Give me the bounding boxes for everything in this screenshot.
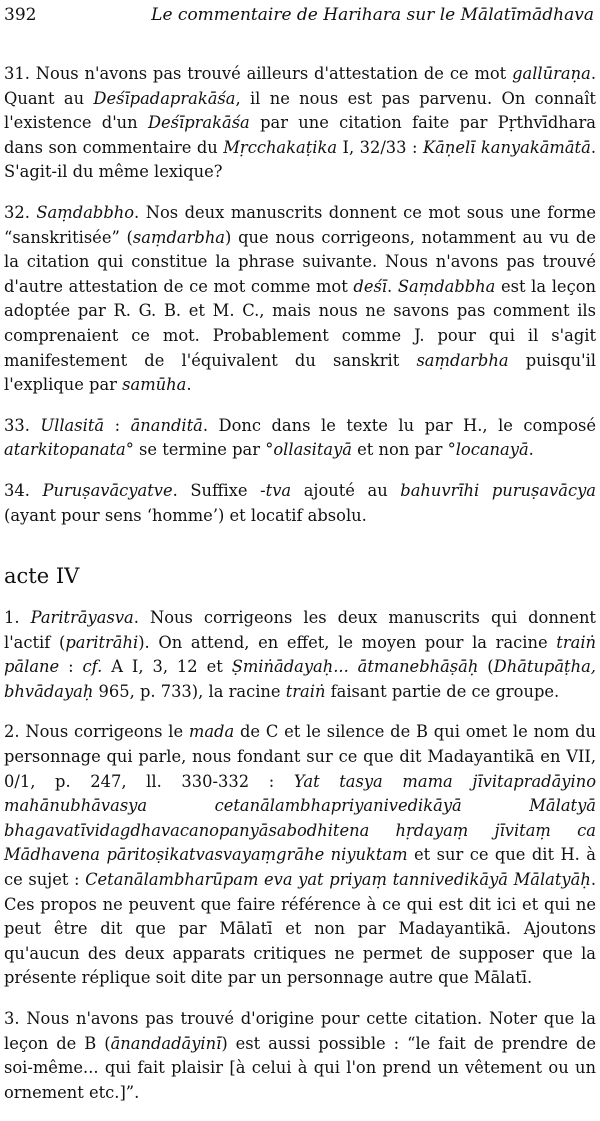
page-number: 392 (4, 5, 37, 25)
running-title: Le commentaire de Harihara sur le Mālatīmādhava (151, 5, 594, 25)
note-number: 3. (4, 1009, 20, 1028)
italic-term: Paritrāyasva (30, 608, 134, 628)
note-text: (ayant pour sens ‘homme’) et locatif absolu. (4, 505, 367, 525)
note-text: . (528, 440, 534, 460)
note-text: puisqu'il l'explique par (4, 350, 596, 395)
note-text: : (59, 657, 83, 677)
note-text: : (104, 415, 131, 435)
note-3 (4, 1007, 596, 1105)
italic-term: samūha (122, 375, 187, 395)
italic-term: ānandadāyinī (110, 1033, 222, 1053)
note-number: 34. (4, 480, 30, 500)
notes-act-iii-end (4, 62, 596, 528)
note-text: est la leçon adoptée par R. G. B. et M. C., mais nous ne savons pas comment ils comprenaient ce mot. Probablement comme J. pour qui il s'agit manifestement de l'équivalent du sanskrit (4, 276, 596, 370)
running-header (0, 4, 600, 26)
note-text (30, 416, 41, 435)
note-text: I, 32/33 : (337, 137, 423, 157)
italic-term: Yat tasya mama jīvitapradāyino mahānubhāvasya cetanālambhapriyanivedikāyā Mālatyā bhagavatīvidagdhavacanopanyāsabodhitena hṛdayaṃ jīvitaṃ ca Mādhavena pāritoṣikatvasvayaṃgrāhe niyuktam (4, 771, 597, 865)
italic-term: saṃdarbha (416, 350, 509, 370)
note-text: et sur ce que dit H. à ce sujet : (4, 845, 596, 890)
note-number: 31. (4, 64, 30, 83)
note-text: . S'agit-il du même lexique? (4, 137, 596, 182)
italic-term: ollasitayā (273, 440, 352, 460)
italic-term: Mṛcchakaṭika (223, 137, 338, 157)
italic-term: traiṅ pālane (4, 632, 597, 677)
note-number: 2. (4, 722, 20, 742)
note-1 (4, 606, 596, 704)
note-text (30, 481, 43, 500)
italic-term: tva (265, 480, 292, 500)
note-number: 1. (4, 608, 20, 628)
note-number: 33. (4, 415, 30, 435)
section-heading-acte-iv: acte IV (4, 564, 80, 589)
italic-term: bahuvrīhi puruṣavācya (400, 480, 596, 500)
note-32 (4, 201, 596, 398)
note-text: ajouté au (291, 480, 401, 500)
note-text (20, 608, 31, 627)
italic-term: locanayā (455, 440, 529, 460)
note-text: ° se termine par ° (125, 440, 274, 460)
note-text: . (387, 276, 398, 296)
italic-term: Deśīprakāśa (147, 113, 250, 133)
note-text: . Quant au (4, 64, 596, 108)
note-number: 32. (4, 202, 30, 222)
note-text: . Ces propos ne peuvent que faire référence à ce qui est dit ici et qui ne peut être dit que par Mālatī et non par Madayantikā. Ajoutons qu'aucun des deux apparats critiques ne permet de supposer que la présente réplique soit dite par un personnage autre que Mālatī. (4, 870, 596, 988)
italic-term: mada (188, 722, 235, 742)
note-text: Nous corrigeons le (19, 722, 189, 742)
note-text: de C et le silence de B qui omet le nom du personnage qui parle, nous fondant sur ce que dit Madayantikā en VII, 0/1, p. 247, ll. 330-332 : (4, 722, 596, 791)
italic-term: Puruṣavācyatve (42, 480, 173, 500)
note-2 (4, 720, 596, 991)
italic-term: ānanditā (130, 415, 203, 435)
italic-term: Deśīpadaprakāśa (93, 88, 236, 108)
note-text: A I, 3, 12 et (102, 657, 232, 677)
note-text: Nous n'avons pas trouvé d'origine pour cette citation. Noter que la leçon de B ( (4, 1009, 596, 1053)
italic-term: cf. (82, 657, 103, 677)
notes-act-iv (4, 606, 596, 1105)
note-text: et non par ° (352, 440, 456, 460)
note-text: , il ne nous est pas parvenu. On connaît l'existence d'un (4, 88, 596, 133)
italic-term: Dhātupāṭha, bhvādayaḥ (4, 657, 596, 701)
note-text: ) est aussi possible : “le fait de prendre de soi-même... qui fait plaisir [à celui à qui l'on prend un vêtement ou un ornement etc.]”. (4, 1033, 596, 1102)
italic-term: Ullasitā (40, 415, 105, 435)
italic-term: atarkitopanata (4, 440, 126, 460)
italic-term: gallūraṇa (512, 64, 591, 83)
italic-term: Cetanālambharūpam eva yat priyaṃ tannivedikāyā Mālatyāḥ (85, 870, 591, 890)
note-text: . Nous corrigeons les deux manuscrits qui donnent l'actif ( (4, 608, 596, 652)
note-text: . Donc dans le texte lu par H., le composé (202, 415, 596, 435)
italic-term: Saṃdabbho (36, 202, 135, 222)
note-text: ) que nous corrigeons, notamment au vu de la citation qui constitue la phrase suivante. Nous n'avons pas trouvé d'autre attestation de ce mot comme mot (4, 227, 596, 296)
note-text: Nous n'avons pas trouvé ailleurs d'attestation de ce mot (29, 64, 513, 83)
italic-term: Ṣmiṅādayaḥ... ātmanebhāṣāḥ (231, 657, 479, 677)
note-text: . Suffixe - (172, 480, 266, 500)
note-text: faisant partie de ce groupe. (325, 681, 560, 701)
italic-term: traiṅ (285, 681, 326, 701)
italic-term: saṃdarbha (132, 227, 226, 247)
note-text: . Nos deux manuscrits donnent ce mot sous une forme “sanskritisée” ( (4, 202, 596, 247)
note-33 (4, 414, 596, 463)
note-text: 965, p. 733), la racine (93, 681, 286, 701)
note-text: ( (478, 657, 494, 677)
commentary-body (4, 62, 596, 1121)
italic-term: paritrāhi (65, 632, 139, 652)
note-text: par une citation faite par Pṛthvīdhara dans son commentaire du (4, 113, 596, 157)
note-34 (4, 479, 596, 528)
note-31 (4, 62, 596, 185)
italic-term: Kāṇelī kanyakāmātā (422, 137, 591, 157)
italic-term: deśī (353, 276, 388, 296)
note-text: ). On attend, en effet, le moyen pour la racine (138, 632, 557, 652)
note-text: . (186, 375, 192, 395)
italic-term: Saṃdabbha (397, 276, 496, 296)
